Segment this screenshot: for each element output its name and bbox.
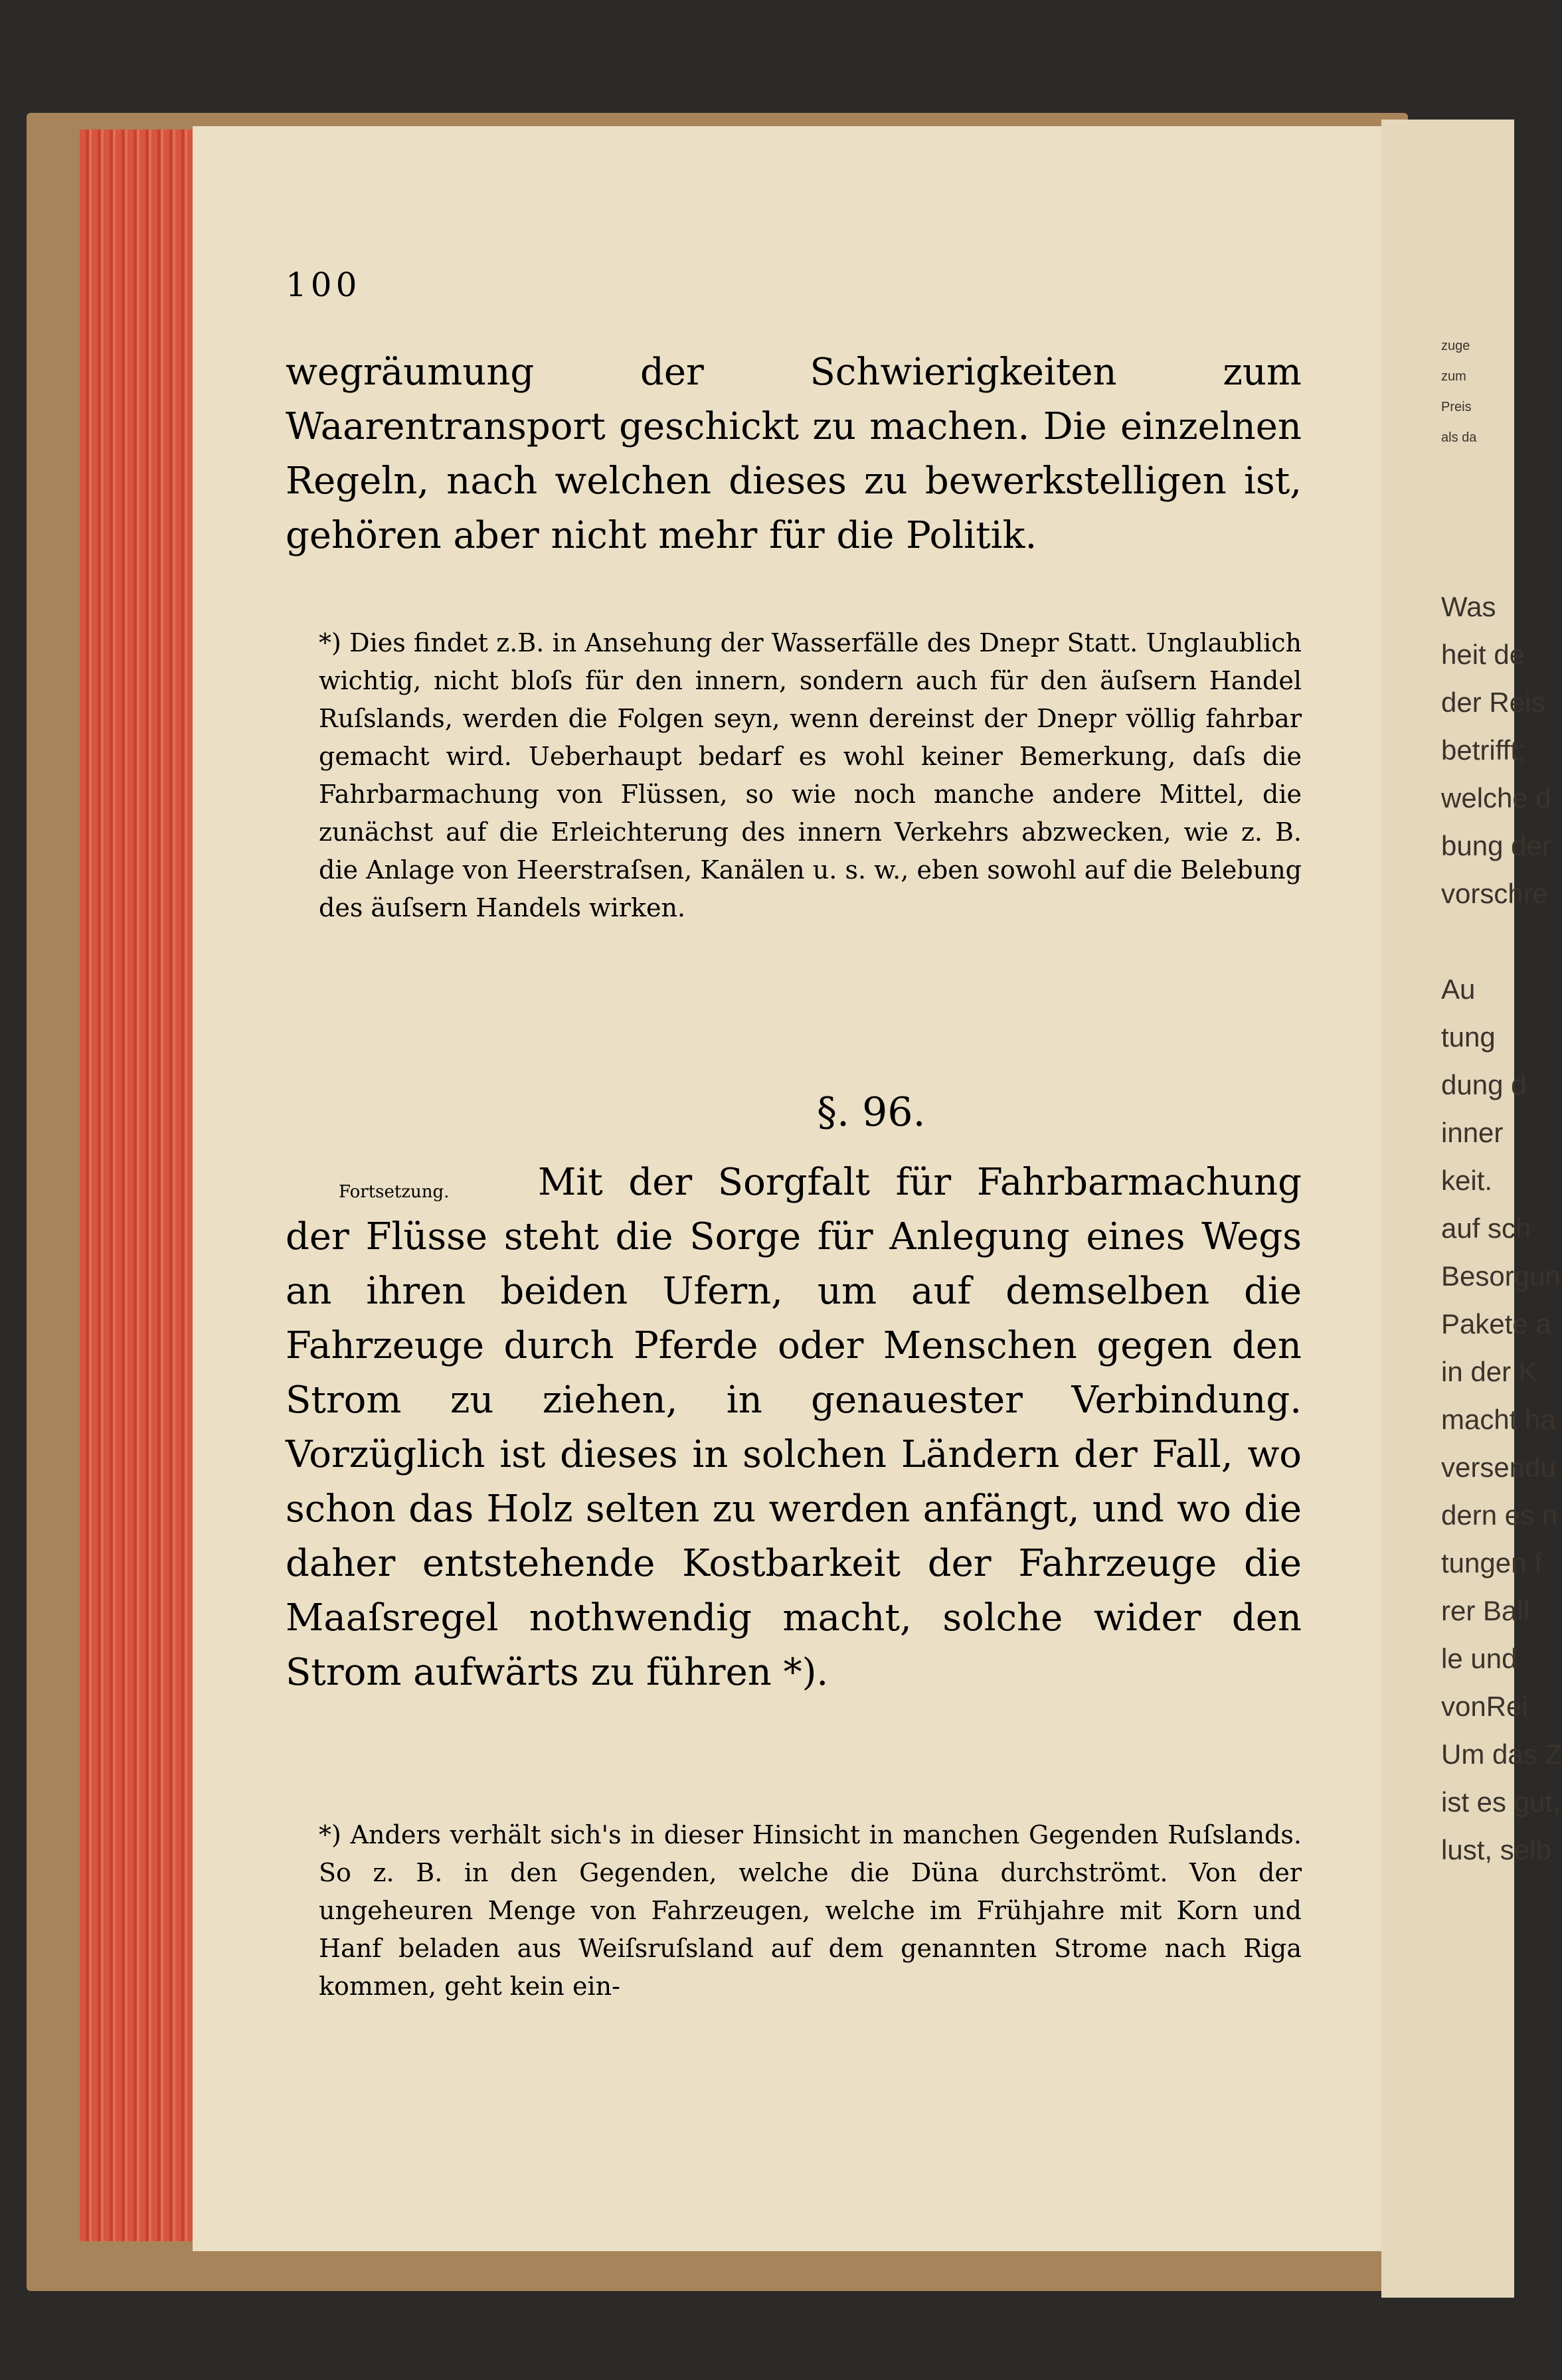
facing-line: Was [1441,591,1496,622]
facing-line: keit. [1441,1165,1493,1196]
facing-line: tung [1441,1021,1496,1053]
facing-line: bung der [1441,830,1551,861]
facing-page-text [1441,591,1562,1882]
facing-page-top-fragments [1441,339,1514,461]
footnote-2: *) Anders verhält sich's in dieser Hinsicht in manchen Gegenden Ruſslands. So z. B. in den Gegenden, welche die Düna durchströmt. Von der ungeheuren Menge von Fahrzeugen, welche im Frühjahre mit Korn und Hanf beladen aus Weiſsruſsland auf dem genannten Strome nach Riga kommen, geht kein ein- [319,1820,1302,2001]
facing-line: der Reis [1441,687,1545,718]
facing-top-line: zum [1441,369,1466,384]
facing-line: vonRei [1441,1691,1528,1722]
page-number: 100 [286,266,361,304]
facing-line: Au [1441,974,1476,1005]
facing-line: macht ha [1441,1404,1556,1435]
facing-line: Pakete a [1441,1308,1551,1339]
facing-line: lust, selb [1441,1834,1551,1865]
paragraph-1: wegräumung der Schwierigkeiten zum Waarentransport geschickt zu machen. Die einzelnen Regeln, nach welchen dieses zu bewerkstelligen ist, gehören aber nicht mehr für die Politik. [286,351,1302,557]
facing-line: betrifft; [1441,734,1526,766]
facing-top-line: zuge [1441,339,1470,353]
section-heading: §. 96. [817,1089,926,1136]
facing-line: tungen f [1441,1547,1542,1578]
facing-line: dung d [1441,1069,1527,1100]
facing-line: versendu [1441,1452,1556,1483]
facing-line: welche d [1441,782,1551,813]
facing-line: dern es n [1441,1499,1558,1531]
facing-line: vorschre [1441,878,1549,909]
paragraph-2: Mit der Sorgfalt für Fahrbarmachung der Flüsse steht die Sorge für Anlegung eines Wegs an ihren beiden Ufern, um auf demselben die Fahrzeuge durch Pferde oder Menschen gegen den Strom zu ziehen, in genauester Verbindung. Vorzüglich ist dieses in solchen Ländern der Fall, wo schon das Holz selten zu werden anfängt, und wo die daher entstehende Kostbarkeit der Fahrzeuge die Maaſsregel nothwendig macht, solche wider den Strom aufwärts zu führen *). [286,1161,1302,1694]
facing-line: Besorgun [1441,1260,1561,1292]
facing-line: heit de [1441,639,1525,670]
facing-top-line: Preis [1441,400,1472,414]
facing-line: auf sch [1441,1213,1531,1244]
facing-line [1441,926,1514,974]
facing-line: in der K [1441,1356,1537,1387]
margin-note: Fortsetzung. [339,1182,450,1202]
footnote-1: *) Dies findet z.B. in Ansehung der Wasserfälle des Dnepr Statt. Unglaublich wichtig, nicht bloſs für den innern, sondern auch für den äuſsern Handel Ruſslands, werden die Folgen seyn, wenn dereinst der Dnepr völlig fahrbar gemacht wird. Ueberhaupt bedarf es wohl keiner Bemerkung, daſs die Fahrbarmachung von Flüssen, so wie noch manche andere Mittel, die zunächst auf die Erleichterung des innern Verkehrs abzwecken, wie z. B. die Anlage von Heerstraſsen, Kanälen u. s. w., eben sowohl auf die Belebung des äuſsern Handels wirken. [319,628,1302,922]
facing-line: le und [1441,1643,1518,1674]
page-edges [80,129,193,2241]
facing-line: rer Ball [1441,1595,1530,1626]
facing-top-line: als da [1441,430,1477,445]
facing-line: ist es gut, [1441,1786,1561,1818]
facing-line: Um das Z [1441,1739,1562,1770]
facing-line: inner [1441,1117,1504,1148]
